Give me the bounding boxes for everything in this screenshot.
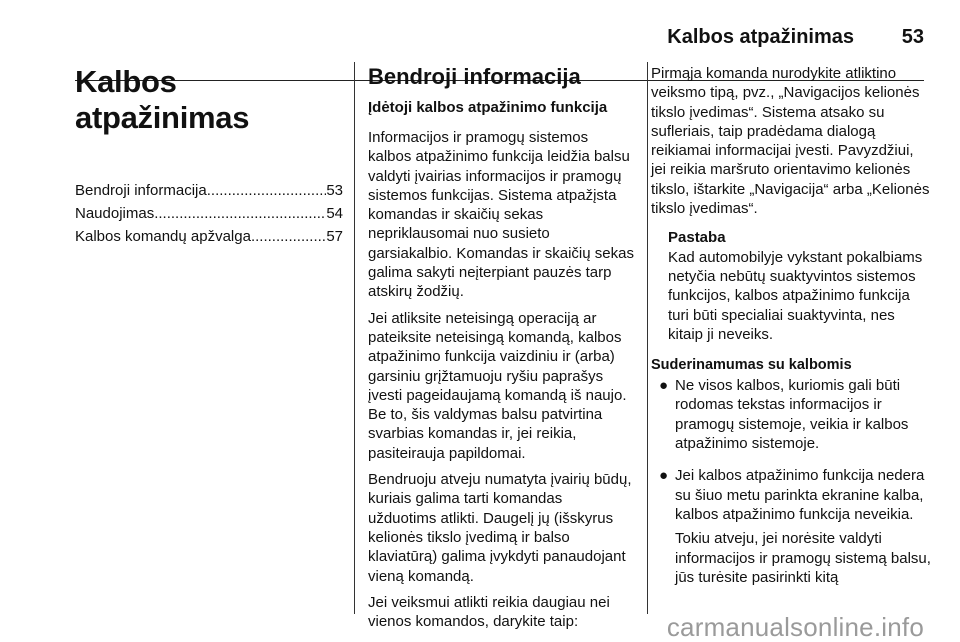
page-number: 53 (901, 26, 924, 48)
body-paragraph: Jei atliksite neteisingą operaciją ar pateiksite neteisingą komandą, kalbos atpažinimo funkcija vaizdiniu ir (arba) garsiniu grįžtamuoju ryšiu paprašys įvesti pageidaujamą komandą iš naujo. Be to, šis valdymas balsu patvirtina svarbias komandas ir, jei reikia, pasiteirauja papildomai. (368, 309, 627, 462)
compat-heading: Suderinamumas su kalbomis (651, 357, 852, 374)
body-column-right (651, 64, 931, 600)
bullet-icon: ● (659, 377, 669, 395)
toc-item-label: Bendroji informacija (75, 182, 207, 199)
header-title: Kalbos atpažinimas (667, 26, 854, 48)
list-item (651, 376, 931, 458)
toc-item[interactable] (75, 179, 343, 202)
toc-item-page: 53 (326, 182, 343, 199)
body-paragraph: Pirmąja komanda nurodykite atliktino veiksmo tipą, pvz., „Navigacijos kelionės tikslo įvedimas“. Sistema atsako su sufleriais, taip pradėdama dialogą reikiamai informacijai įvesti. Pavyzdžiui, jei reikia maršruto orientavimo kelionės tikslo, ištarkite „Navigacija“ arba „Kelionės tikslo įvedimas“. (651, 65, 930, 218)
chapter-title: Kalbos atpažinimas (75, 64, 250, 135)
body-paragraph: Jei veiksmui atlikti reikia daugiau nei vienos komandos, darykite taip: (368, 593, 610, 631)
toc-item[interactable] (75, 225, 343, 248)
column-divider (647, 62, 648, 614)
list-item-text: Ne visos kalbos, kuriomis gali būti rodomas tekstas informacijos ir pramogų sistemoje, veikia ir kalbos atpažinimo sistemoje. (675, 377, 909, 453)
toc-item-label: Kalbos komandų apžvalga (75, 228, 251, 245)
toc-item-label: Naudojimas (75, 205, 155, 222)
table-of-contents (75, 179, 343, 248)
note-text: Kad automobilyje vykstant pokalbiams netyčia nebūtų suaktyvintos sistemos funkcijos, kalbos atpažinimo funkcija turi būti specialiai suaktyvinta, nes kitaip ji neveiks. (668, 248, 923, 343)
list-item-text: Jei kalbos atpažinimo funkcija nedera su šiuo metu parinkta ekranine kalba, kalbos atpažinimo funkcija neveikia. (675, 467, 925, 523)
note-box (651, 228, 931, 344)
toc-item-page: 57 (326, 228, 343, 245)
watermark: carmanualsonline.info (666, 612, 924, 642)
list-item-text: Tokiu atveju, jei norėsite valdyti informacijos ir pramogų sistemą balsu, jūs turėsite pasirinkti kitą (675, 530, 931, 586)
toc-leader-dots (207, 179, 327, 202)
toc-leader-dots (154, 202, 326, 225)
bullet-icon: ● (659, 467, 669, 485)
running-header (0, 26, 960, 56)
section-title: Bendroji informacija (368, 64, 581, 89)
body-paragraph: Bendruoju atveju numatyta įvairių būdų, kuriais galima tarti komandas užduotims atlikti. Daugelį jų (išskyrus kelionės tikslo įvedimą ir balso klaviatūrą) galima įvykdyti panaudojant vieną komandą. (368, 471, 632, 585)
list-item (651, 466, 931, 592)
body-column-left (368, 64, 634, 638)
toc-item-page: 54 (326, 205, 343, 222)
toc-column (75, 64, 343, 248)
note-title: Pastaba (668, 229, 726, 247)
column-divider (354, 62, 355, 614)
toc-item[interactable] (75, 202, 343, 225)
toc-leader-dots (251, 225, 326, 248)
body-paragraph: Informacijos ir pramogų sistemos kalbos atpažinimo funkcija leidžia balsu valdyti įvairias informacijos ir pramogų sistemos funkcijas. Sistema atpažįsta komandas ir skaičių sekas nepriklausomai nuo susieto garsiakalbio. Komandas ir skaičių sekas galima sakyti neįterpiant pauzės tarp atskirų žodžių. (368, 129, 634, 301)
section-subheading: Įdėtoji kalbos atpažinimo funkcija (368, 99, 608, 116)
